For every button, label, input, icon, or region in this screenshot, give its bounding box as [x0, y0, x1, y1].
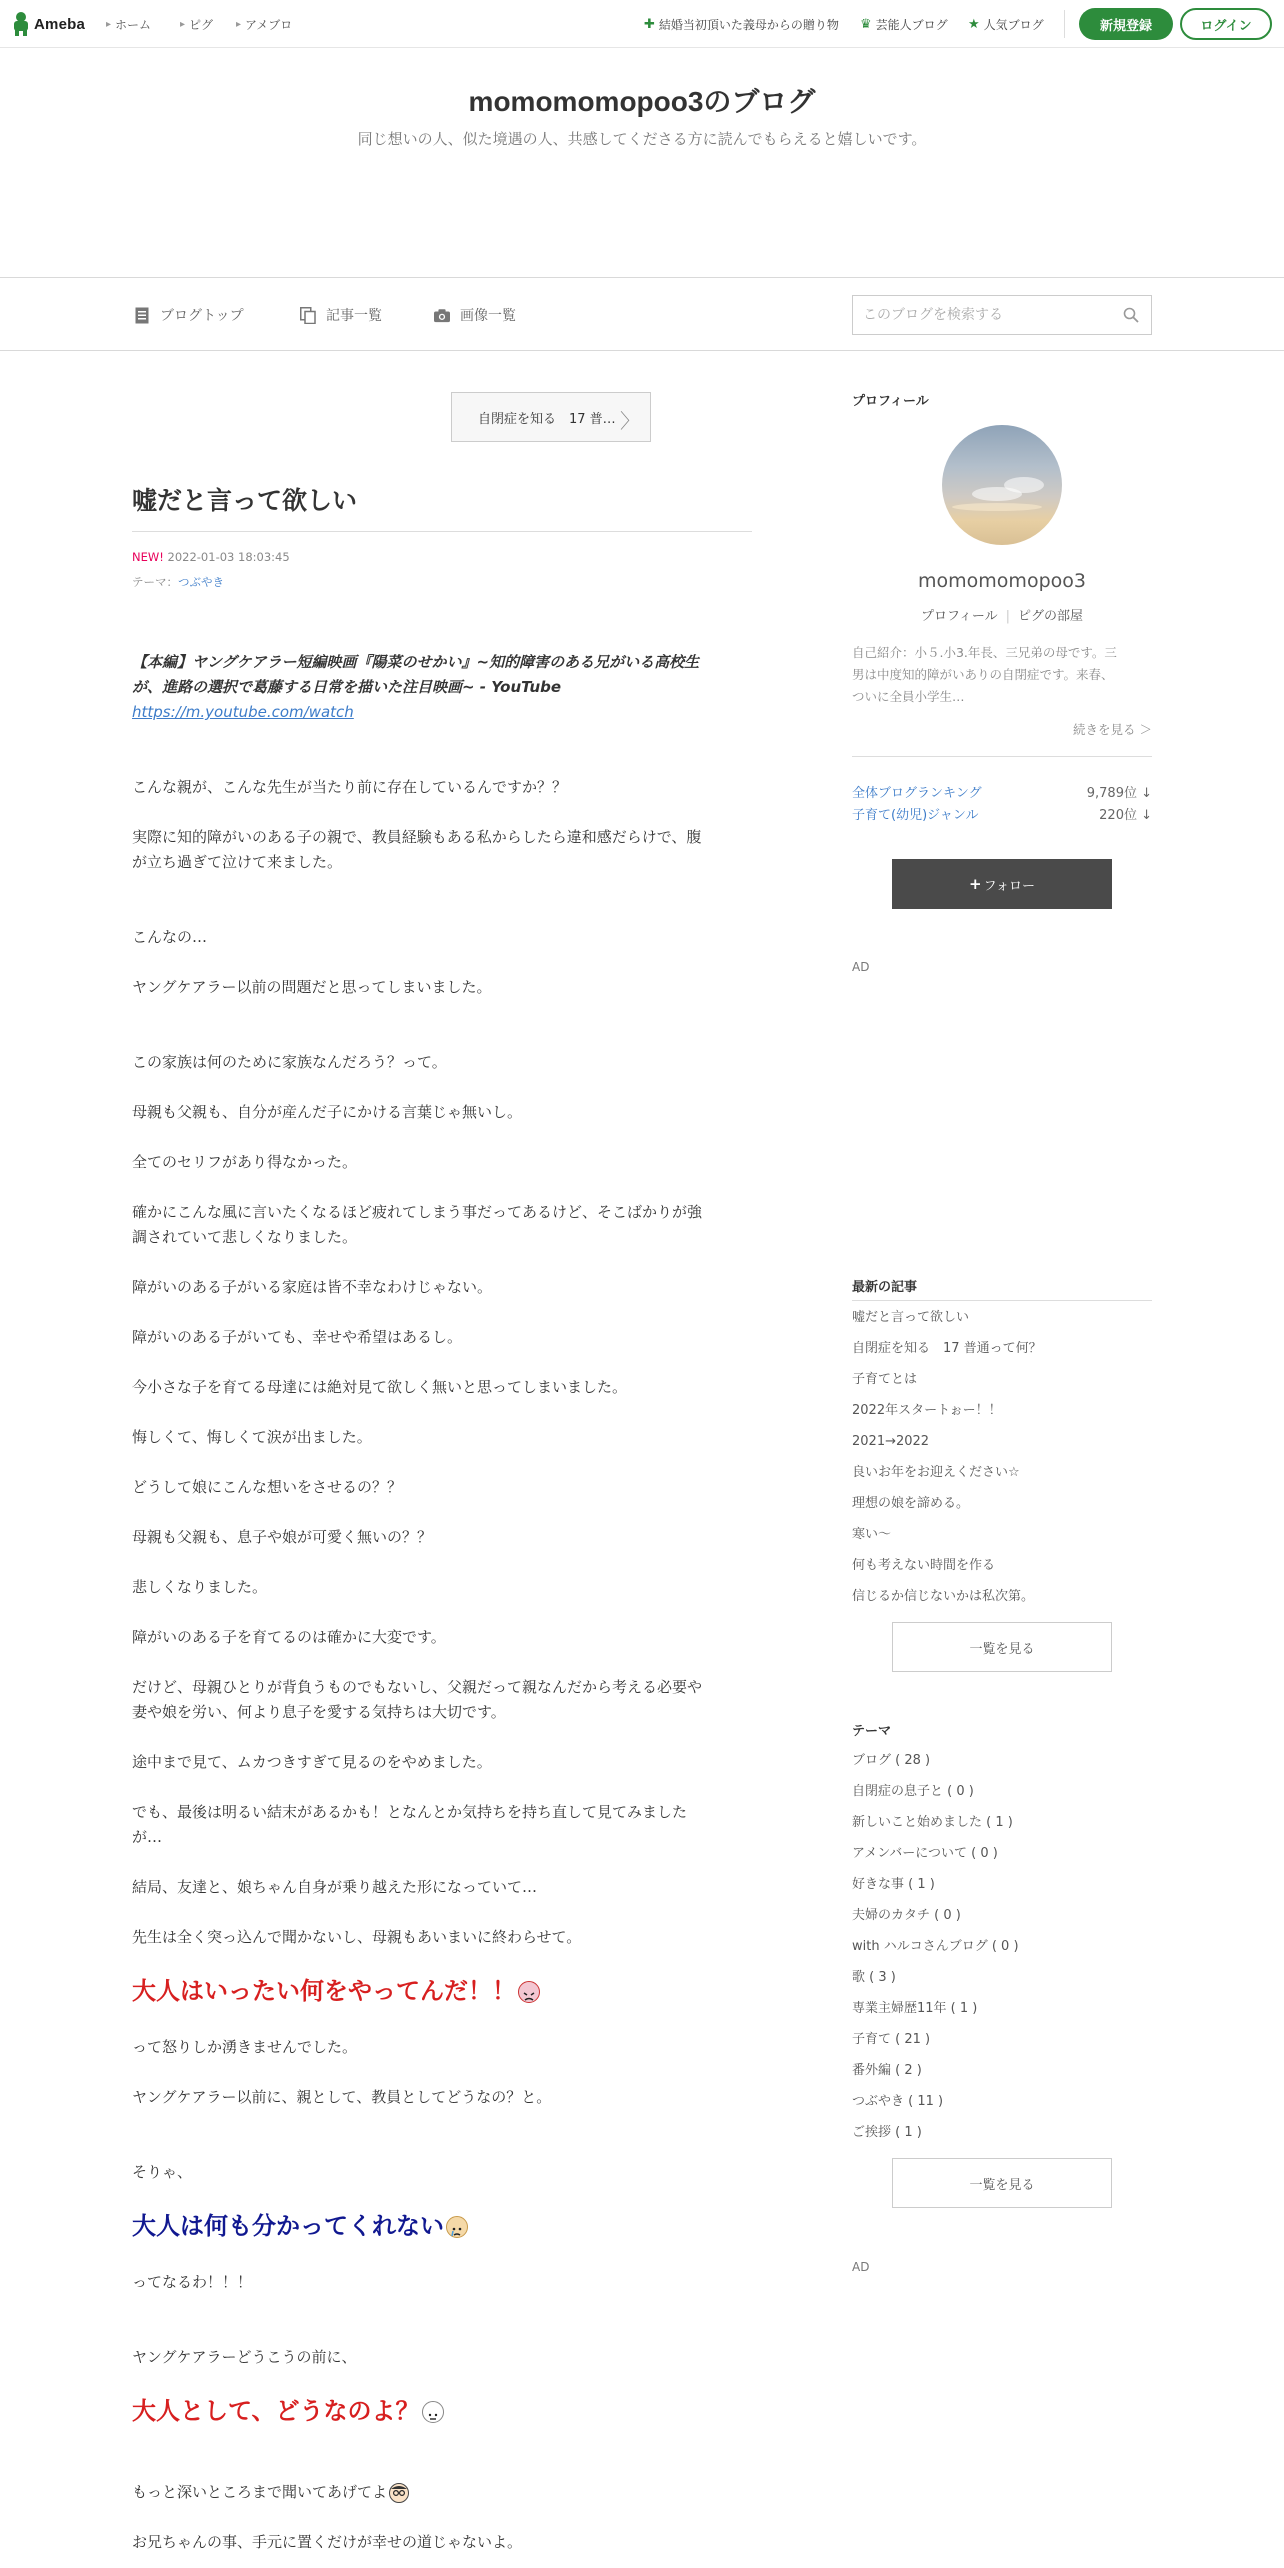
- theme-item[interactable]: アメンバーについて ( 0 ): [852, 1846, 998, 1861]
- paragraph: もっと深いところまで聞いてあげてよ: [132, 2480, 752, 2505]
- paragraph: そりゃ、: [132, 2163, 193, 2181]
- emphasis-heading: 大人はいったい何をやってんだ！！: [132, 1975, 752, 2007]
- recent-entry[interactable]: 嘘だと言って欲しい: [852, 1310, 970, 1325]
- document-icon: [134, 306, 150, 324]
- camera-icon: [434, 306, 450, 324]
- paragraph: 全てのセリフがあり得なかった。: [132, 1153, 358, 1171]
- theme-item[interactable]: with ハルコさんブログ ( 0 ): [852, 1939, 1019, 1954]
- article: [132, 470, 752, 2551]
- paragraph: 障がいのある子がいても、幸せや希望はあるし。: [132, 1328, 463, 1346]
- read-more-link[interactable]: 続きを見る ＞: [1073, 722, 1152, 737]
- recent-entries-heading: 最新の記事: [852, 1280, 918, 1295]
- theme-list: [852, 1745, 1152, 2148]
- recent-entry[interactable]: 2022年スタートぉー！！: [852, 1403, 1002, 1418]
- paragraph: でも、最後は明るい結末があるかも！となんとか気持ちを持ち直して見てみました が…: [132, 1803, 688, 1846]
- see-all-themes-button[interactable]: 一覧を見る: [892, 2158, 1112, 2208]
- paragraph: どうして娘にこんな想いをさせるの？？: [132, 1478, 403, 1496]
- theme-item[interactable]: 専業主婦歴11年 ( 1 ): [852, 2001, 978, 2016]
- paragraph: ヤングケアラーどうこうの前に、: [132, 2348, 357, 2366]
- article-title[interactable]: 嘘だと言って欲しい: [132, 470, 752, 532]
- paragraph: って怒りしか湧きませんでした。: [132, 2038, 358, 2056]
- paragraph: 今小さな子を育てる母達には絶対見て欲しく無いと思ってしまいました。: [132, 1378, 628, 1396]
- recent-entries-list: [852, 1302, 1152, 1612]
- recent-entry[interactable]: 何も考えない時間を作る: [852, 1558, 996, 1573]
- emphasis-heading: 大人は何も分かってくれない: [132, 2210, 752, 2242]
- divider: [852, 756, 1152, 757]
- theme-item[interactable]: 歌 ( 3 ): [852, 1970, 896, 1985]
- see-all-entries-button[interactable]: 一覧を見る: [892, 1622, 1112, 1672]
- ameba-wordmark: Ameba: [34, 15, 86, 33]
- profile-link[interactable]: プロフィール: [920, 609, 998, 624]
- crown-icon: ♛: [860, 16, 872, 32]
- theme-heading: テーマ: [852, 1724, 892, 1739]
- plus-icon: ✚: [644, 16, 655, 32]
- next-entry-button[interactable]: 自閉症を知る 17 普… 〉: [451, 392, 651, 442]
- blog-description: 同じ想いの人、似た境遇の人、共感してくださる方に読んでもらえると嬉しいです。: [357, 130, 927, 148]
- paragraph: 確かにこんな風に言いたくなるほど疲れてしまう事だってあるけど、そこばかりが強 調されていて悲しくなりました。: [132, 1203, 703, 1246]
- profile-heading: プロフィール: [852, 394, 929, 409]
- topic-link[interactable]: ✚ 結婚当初頂いた義母からの贈り物: [644, 16, 839, 32]
- divider: [1064, 10, 1065, 38]
- blog-title[interactable]: momomomopoo3のブログ: [468, 86, 816, 117]
- crying-emoji-icon: [446, 2216, 468, 2238]
- paragraph: 母親も父親も、息子や娘が可愛く無いの？？: [132, 1528, 433, 1546]
- profile-name[interactable]: momomomopoo3: [918, 570, 1086, 592]
- paragraph: 悲しくなりました。: [132, 1578, 268, 1596]
- global-header: [0, 0, 1284, 48]
- paragraph: 悔しくて、悔しくて涙が出ました。: [132, 1428, 372, 1446]
- copy-icon: [300, 306, 316, 324]
- recent-entry[interactable]: 2021→2022: [852, 1434, 930, 1449]
- profile-avatar[interactable]: [942, 425, 1062, 545]
- ad-label: AD: [852, 2260, 870, 2274]
- theme-item[interactable]: 番外編 ( 2 ): [852, 2063, 922, 2078]
- profile-links: プロフィール | ピグの部屋: [920, 609, 1084, 624]
- article-datetime: 2022-01-03 18:03:45: [167, 550, 290, 564]
- ameba-mascot-icon: [12, 12, 30, 36]
- chevron-right-icon: 〉: [620, 409, 640, 433]
- paragraph: ヤングケアラー以前の問題だと思ってしまいました。: [132, 978, 492, 996]
- ranking-overall[interactable]: 全体ブログランキング 9,789位 ↓: [852, 786, 1152, 801]
- paragraph: 障がいのある子がいる家庭は皆不幸なわけじゃない。: [132, 1278, 493, 1296]
- signup-button[interactable]: 新規登録: [1079, 8, 1173, 40]
- ameba-logo[interactable]: [12, 12, 85, 36]
- paragraph: ヤングケアラー以前に、親として、教員としてどうなの？と。: [132, 2088, 552, 2106]
- theme-item[interactable]: 好きな事 ( 1 ): [852, 1877, 935, 1892]
- follow-button[interactable]: + フォロー: [892, 859, 1112, 909]
- paragraph: ってなるわ！！！: [132, 2273, 253, 2291]
- blog-search[interactable]: [852, 295, 1152, 335]
- shrug-emoji-icon: [422, 2401, 444, 2423]
- paragraph: この家族は何のために家族なんだろう？って。: [132, 1053, 447, 1071]
- youtube-link[interactable]: https://m.youtube.com/watch: [132, 703, 354, 721]
- theme-item[interactable]: 子育て ( 21 ): [852, 2032, 931, 2047]
- paragraph: 母親も父親も、自分が産んだ子にかける言葉じゃ無いし。: [132, 1103, 523, 1121]
- celebrity-blog-link[interactable]: ♛ 芸能人ブログ: [860, 16, 948, 32]
- star-icon: ★: [968, 16, 980, 32]
- paragraph: 結局、友達と、娘ちゃん自身が乗り越えた形になっていて…: [132, 1878, 538, 1896]
- paragraph: こんなの…: [132, 928, 208, 946]
- search-icon[interactable]: [1123, 307, 1139, 323]
- recent-entry[interactable]: 良いお年をお迎えください☆: [852, 1465, 1020, 1480]
- divider: [852, 1300, 1152, 1301]
- theme-link[interactable]: つぶやき: [178, 575, 224, 589]
- ad-label: AD: [852, 960, 870, 974]
- theme-item[interactable]: 夫婦のカタチ ( 0 ): [852, 1908, 961, 1923]
- theme-item[interactable]: ご挨拶 ( 1 ): [852, 2125, 922, 2140]
- recent-entry[interactable]: 理想の娘を諦める。: [852, 1496, 970, 1511]
- pigg-room-link[interactable]: ピグの部屋: [1018, 609, 1084, 624]
- nav-ameblo[interactable]: ▸ アメブロ: [236, 17, 293, 32]
- recent-entry[interactable]: 信じるか信じないかは私次第。: [852, 1589, 1035, 1604]
- chevron-right-icon: ▸: [180, 18, 186, 30]
- paragraph: 実際に知的障がいのある子の親で、教員経験もある私からしたら違和感だらけで、腹 が立ち過ぎて泣けて来ました。: [132, 828, 702, 871]
- theme-item[interactable]: 自閉症の息子と ( 0 ): [852, 1784, 974, 1799]
- theme-item[interactable]: 新しいこと始めました ( 1 ): [852, 1815, 1013, 1830]
- recent-entry[interactable]: 寒い〜: [852, 1527, 892, 1542]
- recent-entry[interactable]: 自閉症を知る 17 普通って何？: [852, 1341, 1042, 1356]
- image-list-link[interactable]: 画像一覧: [434, 301, 516, 329]
- theme-item[interactable]: つぶやき ( 11 ): [852, 2094, 944, 2109]
- new-badge: NEW!: [132, 550, 164, 564]
- plus-icon: +: [969, 875, 982, 893]
- entry-list-link[interactable]: 記事一覧: [300, 301, 382, 329]
- recent-entry[interactable]: 子育てとは: [852, 1372, 918, 1387]
- emphasis-heading: 大人として、どうなのよ？: [132, 2395, 752, 2427]
- glasses-face-icon: [389, 2483, 409, 2503]
- article-meta: [132, 550, 752, 564]
- paragraph: 障がいのある子を育てるのは確かに大変です。: [132, 1628, 446, 1646]
- chevron-right-icon: ▸: [106, 18, 112, 30]
- paragraph: 途中まで見て、ムカつきすぎて見るのをやめました。: [132, 1753, 492, 1771]
- theme-item[interactable]: ブログ ( 28 ): [852, 1753, 931, 1768]
- blog-top-link[interactable]: ブログトップ: [134, 301, 244, 329]
- search-input[interactable]: [853, 296, 1103, 334]
- popular-blog-link[interactable]: ★ 人気ブログ: [968, 16, 1044, 32]
- profile-intro: 自己紹介：小５.小3.年長、三兄弟の母です。三 男は中度知的障がいありの自閉症です。来春、 ついに全員小学生…: [852, 645, 1117, 704]
- paragraph: 先生は全く突っ込んで聞かないし、母親もあいまいに終わらせて。: [132, 1928, 582, 1946]
- paragraph: だけど、母親ひとりが背負うものでもないし、父親だって親なんだから考える必要や 妻や娘を労い、何より息子を愛する気持ちは大切です。: [132, 1678, 703, 1721]
- paragraph: お兄ちゃんの事、手元に置くだけが幸せの道じゃないよ。: [132, 2533, 523, 2551]
- blog-nav: [0, 279, 1284, 351]
- nav-home[interactable]: ▸ ホーム: [106, 17, 152, 32]
- chevron-right-icon: ▸: [236, 18, 242, 30]
- login-button[interactable]: ログイン: [1180, 8, 1272, 40]
- youtube-link-card[interactable]: 【本編】ヤングケアラー短編映画『陽菜のせかい』~知的障害のある兄がいる高校生 が、進路の選択で葛藤する日常を描いた注目映画~ - YouTube https://m.youtube.com/watch: [132, 653, 700, 721]
- paragraph: こんな親が、こんな先生が当たり前に存在しているんですか？？: [132, 778, 568, 796]
- nav-pigg[interactable]: ▸ ピグ: [180, 17, 214, 32]
- angry-emoji-icon: [518, 1981, 540, 2003]
- ranking-genre[interactable]: 子育て(幼児)ジャンル 220位 ↓: [852, 808, 1152, 823]
- article-theme: テーマ：つぶやき: [132, 575, 224, 589]
